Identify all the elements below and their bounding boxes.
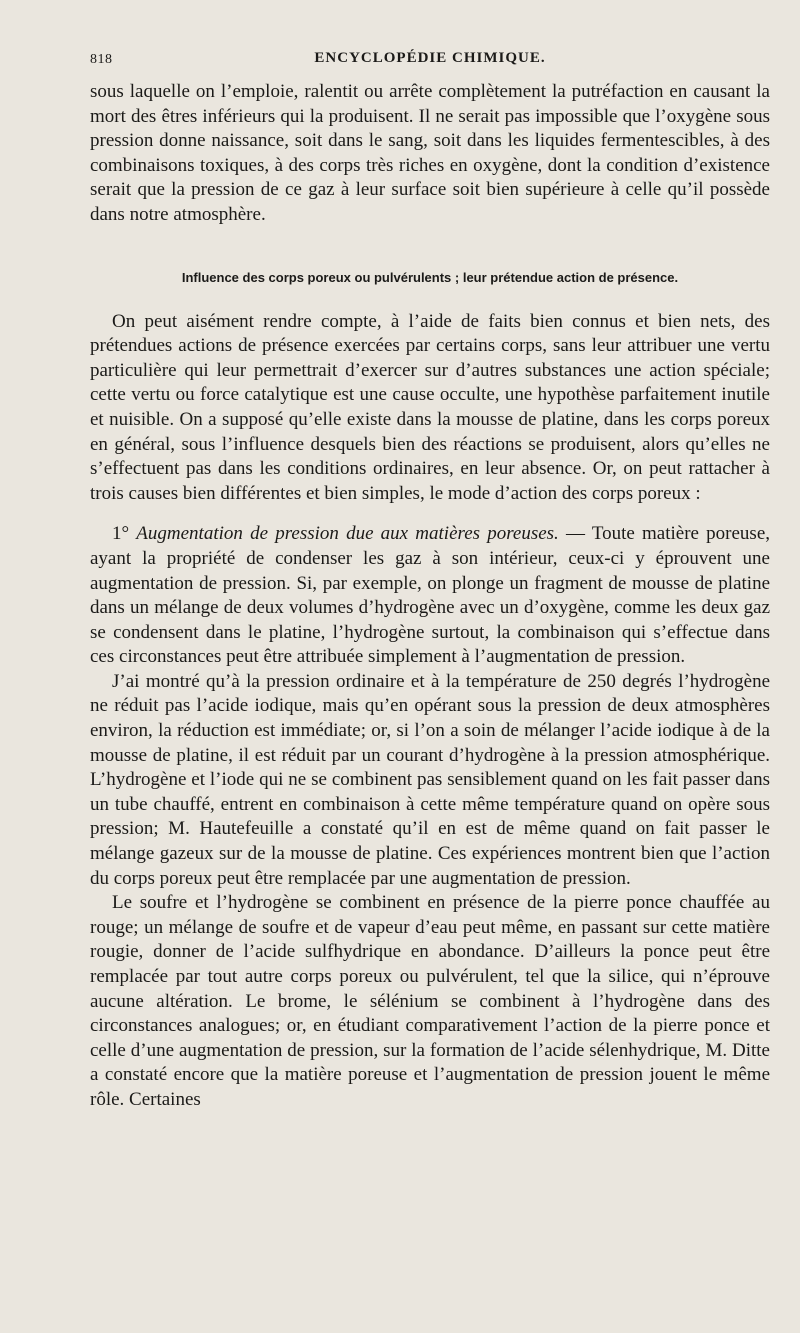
- running-title: ENCYCLOPÉDIE CHIMIQUE.: [314, 50, 546, 66]
- page-number: 818: [90, 52, 113, 67]
- list-number: 1°: [112, 523, 137, 545]
- paragraph-pressure-text: — Toute matière poreuse, ayant la propriété de condenser les gaz à son intérieur, ceux-ci y éprouvent une augmentation de pression. Si, par exemple, on plonge un fragment de mousse de platine dans un mélange de deux volumes d’hydrogène avec un d’oxygène, comme les deux gaz se condensent dans le platine, l’hydrogène surtout, la combinaison qui s’effectue dans ces circonstances peut être attribuée simplement à l’augmentation de pression.: [90, 523, 770, 668]
- running-header: [90, 44, 770, 74]
- paragraph-iodic-acid: J’ai montré qu’à la pression ordinaire et à la température de 250 degrés l’hydrogène ne réduit pas l’acide iodique, mais qu’en opérant sous la pression de deux atmosphères environ, la réduction est immédiate; or, si l’on a soin de mélanger l’acide iodique à de la mousse de platine, il est réduit par un courant d’hydrogène à la pression atmosphérique. L’hydrogène et l’iode qui ne se combinent pas sensiblement quand on les fait passer dans un tube chauffé, entrent en combinaison à cette même température quand on opère sous pression; M. Hautefeuille a constaté qu’il en est de même quand on fait passer le mélange gazeux sur de la mousse de platine. Ces expériences montrent bien que l’action du corps poreux peut être remplacée par une augmentation de pression.: [90, 670, 770, 889]
- paragraph-intro: On peut aisément rendre compte, à l’aide de faits bien connus et bien nets, des prétendues actions de présence exercées par certains corps, sans leur attribuer une vertu particulière qui leur permettrait d’exercer sur d’autres substances une action spéciale; cette vertu ou force catalytique est une cause occulte, une hypothèse parfaitement inutile et nuisible. On a supposé qu’elle existe dans la mousse de platine, dans les corps poreux en général, sous l’influence desquels bien des réactions se produisent, alors qu’elles ne s’effectuent pas dans les conditions ordinaires, en leur absence. Or, on peut rattacher à trois causes bien différentes et bien simples, le mode d’action des corps poreux :: [90, 310, 770, 504]
- paragraph-pressure: [90, 522, 770, 670]
- paragraph-continuation: sous laquelle on l’emploie, ralentit ou arrête complètement la putréfaction en causant la mort des êtres inférieurs qui la produisent. Il ne serait pas impossible que l’oxygène sous pression donne naissance, soit dans le sang, soit dans les liquides fermentescibles, à des combinaisons toxiques, à des corps très riches en oxygène, dont la condition d’existence serait que la pression de ce gaz à leur surface soit bien supérieure à celle qu’il possède dans notre atmosphère.: [90, 81, 770, 225]
- subsection-title: Augmentation de pression due aux matières poreuses.: [136, 523, 559, 545]
- paragraph-sulfur: Le soufre et l’hydrogène se combinent en présence de la pierre ponce chauffée au rouge; un mélange de soufre et de vapeur d’eau peut même, en passant sur cette matière rougie, donner de l’acide sulfhydrique en abondance. D’ailleurs la ponce peut être remplacée par tout autre corps poreux ou pulvérulent, tel que la silice, qui n’éprouve aucune altération. Le brome, le sélénium se combinent à l’hydrogène dans des circonstances analogues; or, en étudiant comparativement l’action de la pierre ponce et celle d’une augmentation de pression, sur la formation de l’acide sélenhydrique, M. Ditte a constaté encore que la matière poreuse et l’augmentation de pression jouent le même rôle. Certaines: [90, 892, 770, 1110]
- section-heading: Influence des corps poreux ou pulvérulents ; leur prétendue action de présence.: [181, 269, 679, 285]
